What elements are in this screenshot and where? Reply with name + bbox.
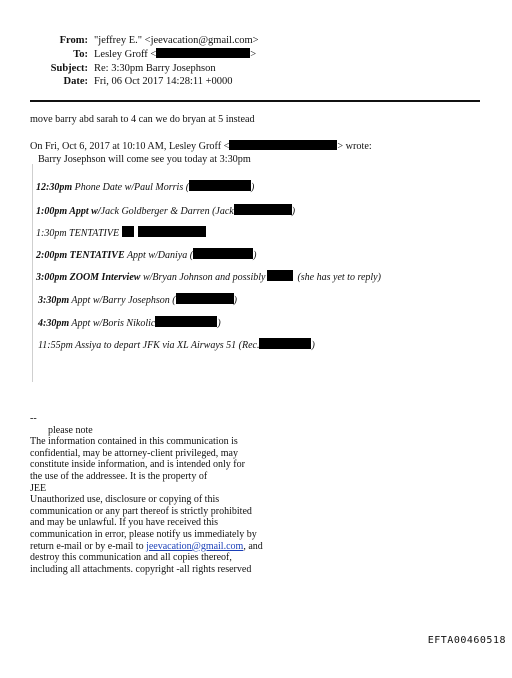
redaction-box — [267, 270, 293, 281]
signature-dashes: -- — [30, 413, 37, 424]
redaction-box — [189, 180, 251, 191]
schedule-text: Appt w/Barry Josephson ( — [69, 295, 176, 306]
schedule-time: 4:30pm — [38, 318, 70, 329]
redaction-box — [234, 204, 292, 215]
quote-body: Barry Josephson will come see you today at 3:30pm — [38, 153, 251, 165]
schedule-after: ) — [233, 295, 237, 306]
schedule-item — [38, 316, 221, 329]
schedule-text: Phone Date w/Paul Morris ( — [72, 182, 190, 193]
email-link[interactable]: jeevacation@gmail.com — [146, 540, 244, 552]
message-body: move barry abd sarah to 4 can we do bryan at 5 instead — [30, 114, 255, 125]
disclaimer-line: including all attachments. copyright -all rights reserved — [30, 563, 252, 575]
subject-value: Re: 3:30pm Barry Josephson — [94, 62, 216, 74]
quote-bar — [32, 164, 33, 382]
redaction-box — [259, 338, 311, 349]
redaction-box — [155, 316, 217, 327]
from-row — [0, 34, 512, 48]
email-line-suffix: , and — [243, 540, 263, 552]
quote-intro-prefix: On Fri, Oct 6, 2017 at 10:10 AM, Lesley Groff < — [30, 141, 230, 152]
schedule-time: 1:00pm Appt w/ — [36, 206, 101, 217]
schedule-item — [36, 226, 206, 239]
schedule-item — [36, 204, 295, 217]
schedule-after: ) — [311, 340, 315, 351]
bates-number: EFTA00460518 — [427, 635, 506, 646]
redaction-box — [122, 226, 134, 237]
schedule-item — [36, 270, 381, 283]
redaction-box — [176, 293, 234, 304]
subject-label: Subject: — [50, 62, 88, 74]
quote-intro-suffix: > wrote: — [337, 141, 372, 152]
from-label: From: — [59, 35, 88, 46]
schedule-text: w/Bryan Johnson and possibly — [140, 272, 266, 283]
schedule-time: 3:30pm — [38, 295, 70, 306]
disclaimer-line: the use of the addressee. It is the property of — [30, 470, 208, 482]
schedule-item — [38, 293, 237, 306]
signature-block — [30, 413, 263, 575]
schedule-item — [36, 248, 256, 261]
schedule-after: ) — [291, 206, 296, 217]
to-value — [94, 48, 256, 62]
subject-row — [0, 62, 512, 76]
schedule-after: ) — [251, 182, 255, 193]
redaction-box — [138, 226, 206, 237]
disclaimer-line: communication or any part thereof is strictly prohibited — [30, 505, 252, 517]
disclaimer-email-line — [30, 541, 263, 553]
disclaimer-line: constitute inside information, and is intended only for — [30, 459, 245, 471]
email-line-prefix: return e-mail or by e-mail to — [30, 540, 147, 552]
date-row — [0, 75, 512, 89]
schedule-text: 1:30pm TENTATIVE — [36, 228, 120, 239]
to-row — [0, 48, 512, 62]
redaction-box — [229, 140, 337, 150]
schedule-time: 12:30pm — [36, 182, 73, 193]
date-label: Date: — [63, 76, 88, 88]
quote-intro-line — [30, 140, 372, 154]
to-value-suffix: > — [250, 48, 257, 60]
quote-intro — [30, 140, 372, 166]
disclaimer-line: confidential, may be attorney-client privileged, may — [30, 447, 238, 459]
to-label: To: — [73, 48, 88, 60]
disclaimer-line: Unauthorized use, disclosure or copying of this — [30, 494, 220, 506]
redaction-box — [156, 48, 250, 58]
schedule-item — [38, 338, 315, 351]
schedule-time: 3:00pm ZOOM Interview — [36, 272, 141, 283]
schedule-item — [36, 180, 254, 193]
schedule-text: Appt w/Boris Nikolic — [69, 318, 156, 329]
redaction-box — [193, 248, 253, 259]
disclaimer-line: communication in error, please notify us immediately by — [30, 528, 257, 540]
disclaimer-line: and may be unlawful. If you have received this — [30, 517, 218, 529]
schedule-time: 2:00pm TENTATIVE — [36, 250, 125, 261]
from-value: "jeffrey E." <jeevacation@gmail.com> — [94, 35, 259, 46]
email-header — [0, 34, 512, 89]
schedule-after: ) — [253, 250, 257, 261]
schedule-text: Appt w/Daniya ( — [124, 250, 194, 261]
disclaimer-line: destroy this communication and all copies thereof, — [30, 552, 232, 564]
disclaimer-line: The information contained in this communication is — [30, 436, 238, 448]
schedule-text: Jack Goldberger & Darren (Jack — [100, 206, 234, 217]
date-value: Fri, 06 Oct 2017 14:28:11 +0000 — [94, 76, 233, 88]
schedule-text: 11:55pm Assiya to depart JFK via XL Airways 51 (Rec. — [38, 340, 260, 351]
please-note: please note — [48, 424, 93, 436]
disclaimer-line: JEE — [30, 482, 47, 494]
to-value-prefix: Lesley Groff < — [94, 48, 157, 60]
schedule-after: ) — [217, 318, 221, 329]
schedule-after: (she has yet to reply) — [297, 272, 381, 283]
header-divider — [30, 100, 480, 102]
